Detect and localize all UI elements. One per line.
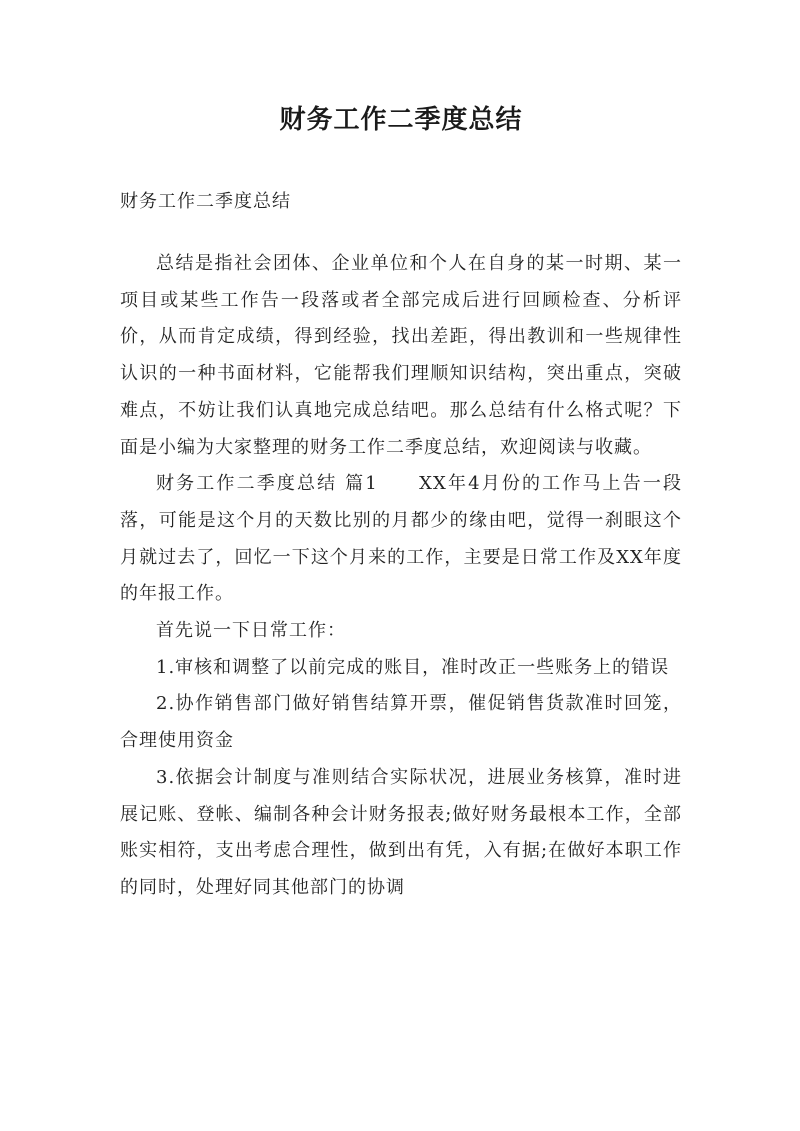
paragraph-item-3: 3.依据会计制度与准则结合实际状况，进展业务核算，准时进展记账、登帐、编制各种会计财务报表;做好财务最根本工作，全部账实相符，支出考虑合理性，做到出有凭，入有据;在做好本职工作的同时，处理好同其他部门的协调 [120,766,682,898]
document-subtitle: 财务工作二季度总结 [120,191,291,212]
paragraph-item-1: 1.审核和调整了以前完成的账目，准时改正一些账务上的错误 [156,656,670,678]
document-title: 财务工作二季度总结 [279,105,523,135]
paragraph-part1: 财务工作二季度总结 篇1 XX年4月份的工作马上告一段落，可能是这个月的天数比别的月都少的缘由吧，觉得一刹眼这个月就过去了，回忆一下这个月来的工作，主要是日常工作及XX年度的年报工作。 [120,473,682,605]
paragraph-intro: 总结是指社会团体、企业单位和个人在自身的某一时期、某一项目或某些工作告一段落或者全部完成后进行回顾检查、分析评价，从而肯定成绩，得到经验，找出差距，得出教训和一些规律性认识的一种书面材料，它能帮我们理顺知识结构，突出重点，突破难点，不妨让我们认真地完成总结吧。那么总结有什么格式呢？下面是小编为大家整理的财务工作二季度总结，欢迎阅读与收藏。 [120,253,682,458]
document-body [120,246,682,907]
paragraph-item-2: 2.协作销售部门做好销售结算开票，催促销售货款准时回笼，合理使用资金 [120,693,682,752]
paragraph-daily-work: 首先说一下日常工作： [156,620,346,642]
